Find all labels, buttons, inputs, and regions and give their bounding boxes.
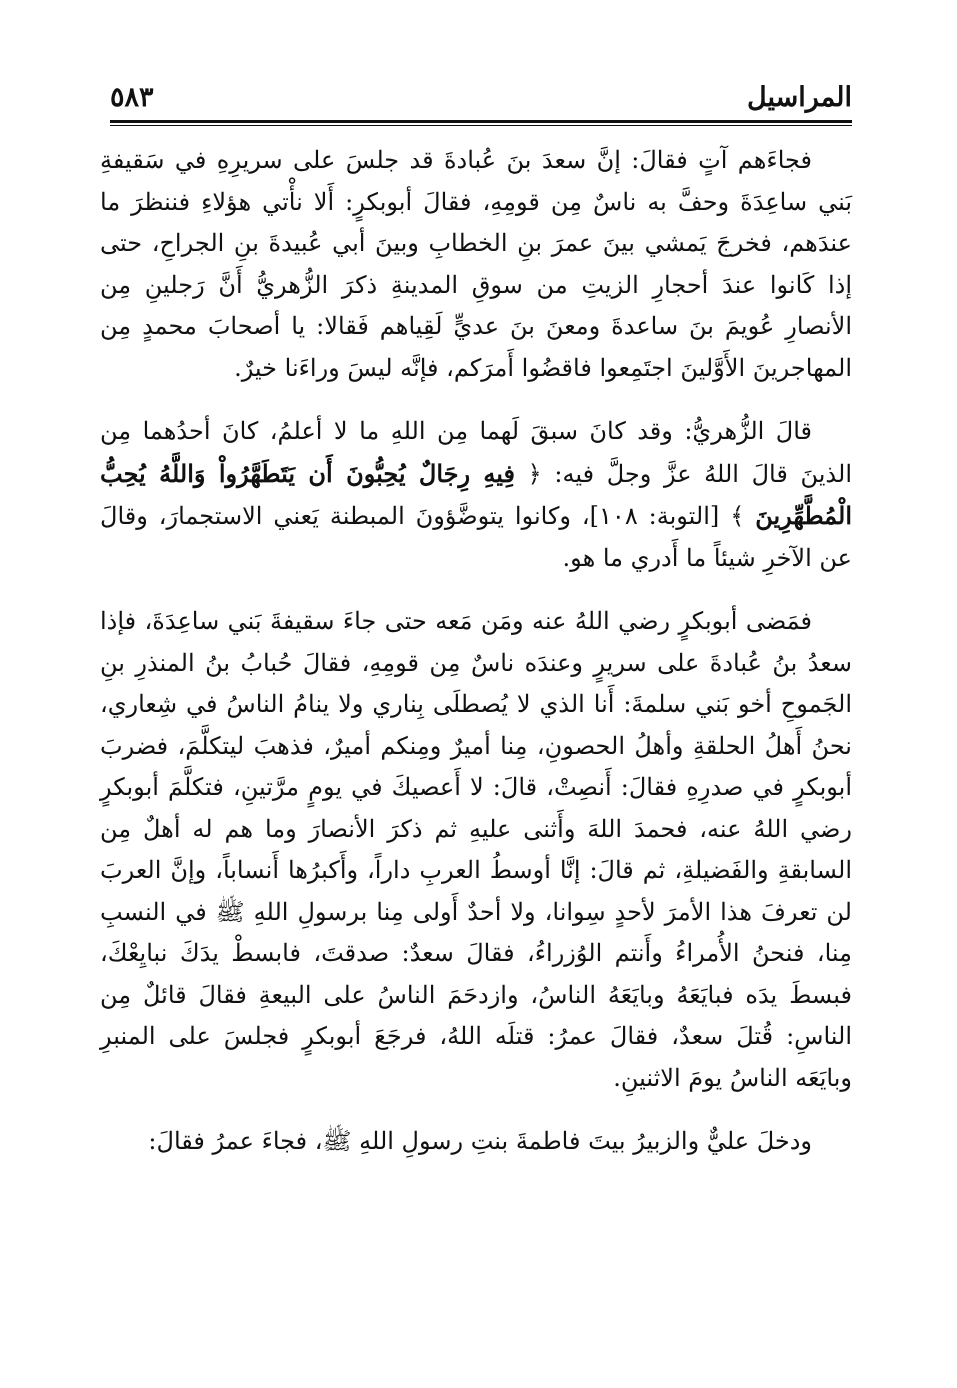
running-title: المراسيل: [747, 82, 852, 113]
header-rule-thin: [110, 125, 852, 126]
paragraph-2: [100, 411, 852, 579]
page-header: [110, 78, 852, 118]
paragraph-2-intro: قالَ الزُّهريُّ: وقد كانَ سبقَ لَهما مِن اللهِ ما لا أعلمُ، كانَ أحدُهما مِن الذينَ قالَ اللهُ عزَّ وجلَّ فيه:: [100, 417, 852, 488]
quran-verse: فِيهِ رِجَالٌ يُحِبُّونَ أَن يَتَطَهَّرُواْ وَاللَّهُ يُحِبُّ الْمُطَّهِّرِينَ: [100, 458, 852, 530]
paragraph-2-rest: [التوبة: ١٠٨]، وكانوا يتوضَّؤونَ المبطنة يَعني الاستجمارَ، وقالَ عن الآخرِ شيئاً ما أَدري ما هو.: [100, 502, 852, 572]
paragraph-3: فمَضى أبوبكرٍ رضي اللهُ عنه ومَن مَعه حتى جاءَ سقيفةَ بَني ساعِدَةَ، فإذا سعدُ بنُ عُبادةَ على سريرٍ وعندَه ناسٌ مِن قومِهِ، فقالَ حُبابُ بنُ المنذرِ بنِ الجَموحِ أخو بَني سلمةَ: أَنا الذي لا يُصطلَى بِناري ولا ينامُ الناسُ في شِعاري، نحنُ أَهلُ الحلقةِ وأهلُ الحصونِ، مِنا أميرٌ ومِنكم أميرٌ، فذهبَ ليتكلَّمَ، فضربَ أبوبكرٍ في صدرِهِ فقالَ: أَنصِتْ، قالَ: لا أَعصيكَ في يومٍ مرَّتينِ، فتكلَّمَ أبوبكرٍ رضي اللهُ عنه، فحمدَ اللهَ وأَثنى عليهِ ثم ذكرَ الأنصارَ وما هم له أهلٌ مِن السابقةِ والفَضيلةِ، ثم قالَ: إنَّا أوسطُ العربِ داراً، وأَكبرُها أَنساباً، وإنَّ العربَ لن تعرفَ هذا الأمرَ لأحدٍ سِوانا، ولا أحدٌ أَولى مِنا برسولِ اللهِ ﷺ في النسبِ مِنا، فنحنُ الأُمراءُ وأَنتم الوُزراءُ، فقالَ سعدٌ: صدقتَ، فابسطْ يدَكَ نبايِعْكَ، فبسطَ يدَه فبايَعَهُ وبايَعَهُ الناسُ، وازدحَمَ الناسُ على البيعةِ فقالَ قائلٌ مِن الناسِ: قُتلَ سعدٌ، فقالَ عمرُ: قتلَه اللهُ، فرجَعَ أبوبكرٍ فجلسَ على المنبرِ وبايَعَه الناسُ يومَ الاثنينِ.: [100, 607, 852, 1092]
page-number: ٥٨٣: [110, 82, 154, 113]
paragraph-1: فجاءَهم آتٍ فقالَ: إنَّ سعدَ بنَ عُبادةَ قد جلسَ على سريرِهِ في سَقيفةِ بَني ساعِدَةَ وحفَّ به ناسٌ مِن قومِهِ، فقالَ أبوبكرٍ: أَلا نأْتي هؤلاءِ فننظرَ ما عندَهم، فخرجَ يَمشي بينَ عمرَ بنِ الخطابِ وبينَ أبي عُبيدةَ بنِ الجراحِ، حتى إذا كَانوا عندَ أحجارِ الزيتِ من سوقِ المدينةِ ذكرَ الزُّهريُّ أَنَّ رَجلينِ مِن الأنصارِ عُويمَ بنَ ساعدةَ ومعنَ بنَ عديٍّ لَقِياهم فَقالا: يا أصحابَ محمدٍ مِن المهاجرينَ الأَوَّلينَ اجتَمِعوا فاقضُوا أَمرَكم، فإنَّه ليسَ وراءَنا خيرٌ.: [100, 146, 852, 382]
paragraph-4: ودخلَ عليٌّ والزبيرُ بيتَ فاطمةَ بنتِ رسولِ اللهِ ﷺ، فجاءَ عمرُ فقالَ:: [148, 1127, 812, 1155]
quran-bracket-close: ﴾: [730, 502, 745, 530]
quran-bracket-open: ﴿: [527, 459, 542, 488]
header-rule-thick: [110, 120, 852, 123]
body-text: [100, 140, 852, 1185]
